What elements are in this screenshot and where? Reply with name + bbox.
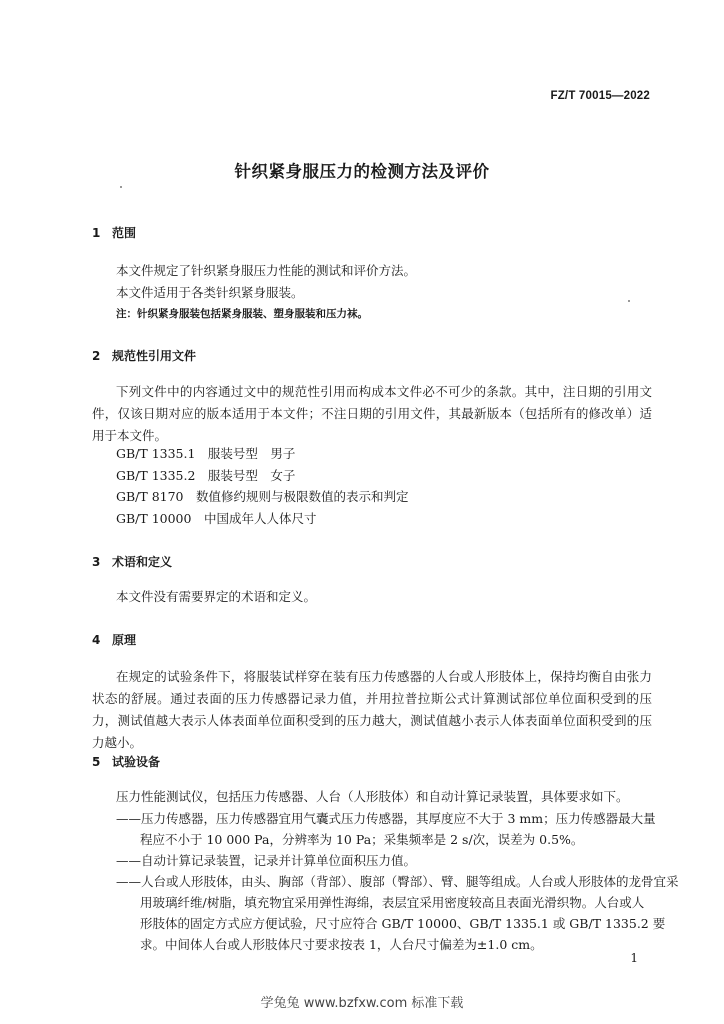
section-4-paragraph: 在规定的试验条件下，将服装试样穿在装有压力传感器的人台或人形肢体上，保持均衡自由张力状态的舒展。通过表面的压力传感器记录力值，并用拉普拉斯公式计算测试部位单位面积受到的压力，测试值越大表示人体表面单位面积受到的压力越大，测试值越小表示人体表面单位面积受到的压力越小。 (92, 669, 652, 750)
page-number: 1 (630, 951, 638, 965)
section-2-paragraph: 下列文件中的内容通过文中的规范性引用而构成本文件必不可少的条款。其中，注日期的引用文件，仅该日期对应的版本适用于本文件；不注日期的引用文件，其最新版本（包括所有的修改单）适用于本文件。 (92, 384, 652, 443)
document-title: 针织紧身服压力的检测方法及评价 (234, 162, 490, 181)
section-heading-2: 2 规范性引用文件 (92, 349, 197, 363)
section-heading-1: 1 范围 (92, 226, 137, 240)
equipment-item-continuation: 形肢体的固定方式应方便试验，尺寸应符合 GB/T 10000、GB/T 1335.1 或 GB/T 1335.2 要 (140, 916, 666, 931)
reference-item: GB/T 1335.2 服装号型 女子 (116, 468, 296, 483)
reference-item: GB/T 8170 数值修约规则与极限数值的表示和判定 (116, 489, 409, 504)
equipment-item-continuation: 用玻璃纤维/树脂，填充物宜采用弹性海绵，表层宜采用密度较高且表面光滑织物。人台或人 (140, 895, 645, 910)
equipment-item: ——人台或人形肢体，由头、胸部（背部）、腹部（臀部）、臂、腿等组成。人台或人形肢体的龙骨宜采 (116, 874, 679, 889)
equipment-item-continuation: 程应不小于 10 000 Pa，分辨率为 10 Pa；采集频率是 2 s/次，误差为 0.5%。 (140, 832, 584, 847)
section-1-note: 注：针织紧身服装包括紧身服装、塑身服装和压力袜。 (116, 308, 368, 320)
section-1-line: 本文件适用于各类针织紧身服装。 (116, 285, 304, 300)
scan-speck (120, 186, 122, 188)
section-heading-4: 4 原理 (92, 633, 137, 647)
section-heading-5: 5 试验设备 (92, 755, 161, 769)
reference-item: GB/T 1335.1 服装号型 男子 (116, 446, 296, 461)
reference-item: GB/T 10000 中国成年人人体尺寸 (116, 511, 317, 526)
section-5-intro: 压力性能测试仪，包括压力传感器、人台（人形肢体）和自动计算记录装置，具体要求如下。 (116, 789, 629, 804)
scan-speck (628, 300, 630, 302)
equipment-item: ——压力传感器，压力传感器宜用气囊式压力传感器，其厚度应不大于 3 mm；压力传感器最大量 (116, 811, 656, 826)
equipment-item-continuation: 求。中间体人台或人形肢体尺寸要求按表 1，人台尺寸偏差为±1.0 cm。 (140, 937, 543, 952)
equipment-item: ——自动计算记录装置，记录并计算单位面积压力值。 (116, 853, 417, 868)
section-heading-3: 3 术语和定义 (92, 555, 173, 569)
section-3-line: 本文件没有需要界定的术语和定义。 (116, 589, 317, 604)
section-1-line: 本文件规定了针织紧身服压力性能的测试和评价方法。 (116, 263, 417, 278)
standard-code: FZ/T 70015—2022 (550, 90, 650, 102)
footer-watermark: 学兔兔 www.bzfxw.com 标准下载 (260, 996, 464, 1011)
